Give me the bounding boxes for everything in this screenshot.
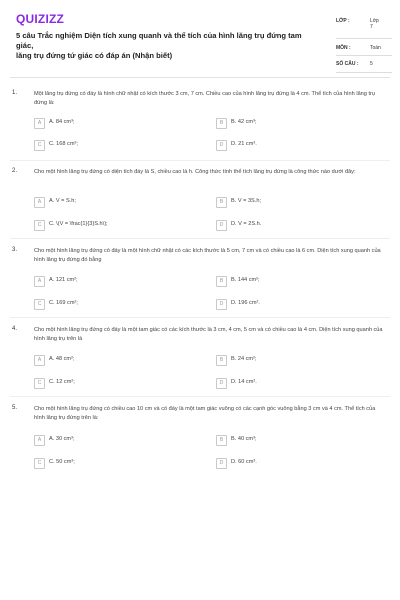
question-number: 2. — [12, 168, 18, 174]
meta-panel — [336, 16, 392, 73]
option-letter-box: A — [34, 355, 45, 366]
meta-class-value-line2: 7 — [370, 24, 373, 30]
quizizz-logo: QUIZIZZ — [16, 12, 65, 26]
option-text: C. 50 cm³; — [49, 459, 75, 465]
question-text: Cho một hình lăng trụ đứng có đáy là một hình chữ nhật có các kích thước là 5 cm, 7 cm và có chiều cao là 6 cm. Diện tích xung quanh của hình lăng trụ đứng đó bằng — [34, 248, 381, 263]
option-b[interactable] — [216, 276, 376, 286]
option-text: D. 196 cm². — [231, 300, 260, 306]
option-letter-box: C — [34, 378, 45, 389]
question-separator — [10, 317, 390, 318]
meta-count — [336, 59, 392, 73]
question-text: Cho một hình lăng trụ đứng có đáy là một tam giác có các kích thước là 3 cm, 4 cm, 5 cm và có chiều cao là 4 cm. Diện tích xung quanh của hình lăng trụ trên là — [34, 327, 383, 342]
option-b[interactable] — [216, 435, 376, 445]
option-b[interactable] — [216, 355, 376, 365]
option-text: C. 168 cm³; — [49, 141, 78, 147]
option-text: B. V = 3S.h; — [231, 198, 262, 204]
question-text: Một lăng trụ đứng có đáy là hình chữ nhật có kích thước 3 cm, 7 cm. Chiều cao của hình lăng trụ đứng là 4 cm. Thể tích của hình lăng trụ đứng là: — [34, 91, 375, 106]
question-number: 4. — [12, 326, 18, 332]
option-letter-box: A — [34, 118, 45, 129]
header-divider — [10, 77, 390, 78]
option-text: C. 12 cm²; — [49, 379, 75, 385]
option-letter-box: C — [34, 299, 45, 310]
option-letter-box: D — [216, 140, 227, 151]
option-letter-box: B — [216, 197, 227, 208]
option-d[interactable] — [216, 378, 376, 388]
option-text: D. 14 cm². — [231, 379, 257, 385]
option-letter-box: C — [34, 140, 45, 151]
option-letter-box: D — [216, 458, 227, 469]
option-text: D. V = 2S.h. — [231, 221, 262, 227]
option-letter-box: A — [34, 435, 45, 446]
option-text: A. 48 cm²; — [49, 356, 75, 362]
option-text: D. 60 cm³. — [231, 459, 257, 465]
meta-class-value — [370, 18, 379, 30]
option-c[interactable] — [34, 140, 194, 150]
option-text: D. 21 cm³. — [231, 141, 257, 147]
option-a[interactable] — [34, 276, 194, 286]
option-letter-box: C — [34, 458, 45, 469]
option-letter-box: D — [216, 299, 227, 310]
meta-subject-value: Toán — [370, 45, 381, 51]
option-letter-box: B — [216, 355, 227, 366]
option-text: A. 121 cm²; — [49, 277, 78, 283]
option-d[interactable] — [216, 220, 376, 230]
option-a[interactable] — [34, 355, 194, 365]
option-text: B. 40 cm³; — [231, 436, 257, 442]
question-number: 5. — [12, 405, 18, 411]
option-d[interactable] — [216, 140, 376, 150]
option-text: B. 24 cm²; — [231, 356, 257, 362]
question-text: Cho một hình lăng trụ đứng có chiều cao 10 cm và có đáy là một tam giác vuông có các cạnh góc vuông bằng 3 cm và 4 cm. Thể tích của hình lăng trụ đứng trên là: — [34, 406, 376, 421]
title-line-1: 5 câu Trắc nghiệm Diện tích xung quanh và thể tích của hình lăng trụ đứng tam giác, — [16, 31, 302, 50]
option-b[interactable] — [216, 118, 376, 128]
option-a[interactable] — [34, 435, 194, 445]
option-letter-box: C — [34, 220, 45, 231]
option-letter-box: B — [216, 118, 227, 129]
option-d[interactable] — [216, 299, 376, 309]
option-letter-box: A — [34, 276, 45, 287]
option-text: B. 42 cm³; — [231, 119, 257, 125]
option-letter-box: B — [216, 435, 227, 446]
option-b[interactable] — [216, 197, 376, 207]
option-text: A. 84 cm³; — [49, 119, 75, 125]
option-letter-box: D — [216, 220, 227, 231]
meta-class-label: LỚP : — [336, 18, 350, 24]
option-text: A. 30 cm³; — [49, 436, 75, 442]
option-letter-box: D — [216, 378, 227, 389]
question-number: 3. — [12, 247, 18, 253]
meta-count-label: SỐ CÂU : — [336, 61, 359, 67]
meta-subject — [336, 43, 392, 56]
option-text: A. V = S.h; — [49, 198, 76, 204]
title-line-2: lăng trụ đứng tứ giác có đáp án (Nhận biết) — [16, 51, 173, 60]
option-c[interactable] — [34, 220, 194, 230]
option-d[interactable] — [216, 458, 376, 468]
question-text: Cho một hình lăng trụ đứng có diện tích đáy là S, chiều cao là h. Công thức tính thể tích lăng trụ đứng là công thức nào dưới đây: — [34, 169, 356, 175]
question-separator — [10, 396, 390, 397]
meta-class-value-line1: Lớp — [370, 18, 379, 24]
option-text: B. 144 cm²; — [231, 277, 260, 283]
option-letter-box: B — [216, 276, 227, 287]
meta-subject-label: MÔN : — [336, 45, 351, 51]
meta-count-value: 5 — [370, 61, 373, 67]
option-letter-box: A — [34, 197, 45, 208]
worksheet-title — [16, 31, 316, 61]
option-a[interactable] — [34, 197, 194, 207]
meta-class — [336, 16, 392, 39]
option-text: C. 169 cm²; — [49, 300, 78, 306]
header — [14, 10, 386, 70]
question-separator — [10, 160, 390, 161]
option-a[interactable] — [34, 118, 194, 128]
question-number: 1. — [12, 90, 18, 96]
option-c[interactable] — [34, 458, 194, 468]
option-c[interactable] — [34, 299, 194, 309]
option-c[interactable] — [34, 378, 194, 388]
option-text: C. \(V = \frac{1}{3}S.h\); — [49, 221, 108, 227]
question-separator — [10, 238, 390, 239]
